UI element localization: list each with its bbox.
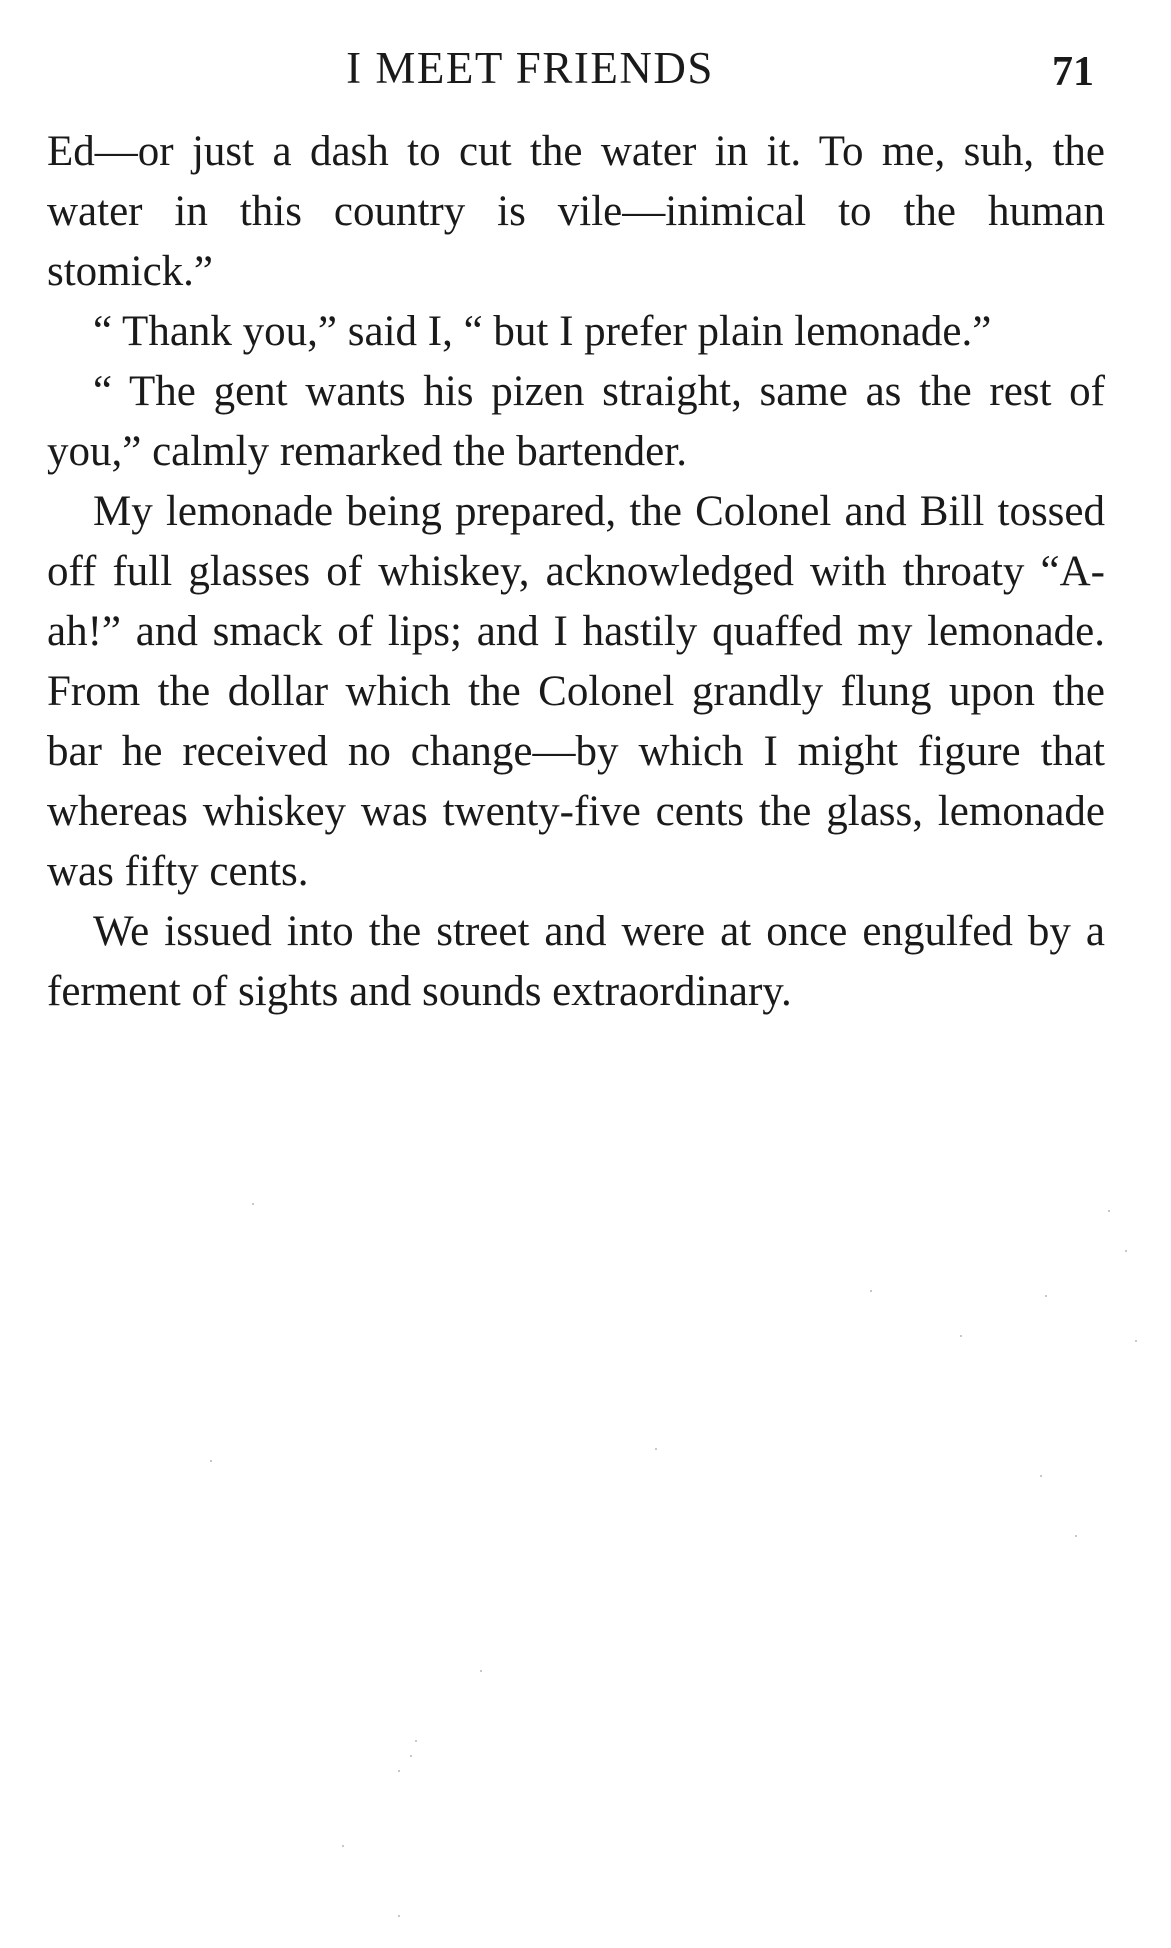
paragraph-street: We issued into the street and were at once engulfed by a ferment of sights and sounds extraordinary. [47,908,1105,1015]
scan-speck [410,1755,412,1757]
scan-speck [655,1448,657,1450]
paragraph-dialogue-thank-you: “ Thank you,” said I, “ but I prefer plain lemonade.” [93,308,992,355]
scan-speck [342,1845,344,1847]
scan-speck [480,1670,482,1672]
running-head [0,38,1171,98]
page-number: 71 [1052,49,1094,95]
chapter-title: I MEET FRIENDS [346,43,714,93]
scan-speck [1075,1535,1077,1537]
body-text [47,122,1105,1022]
scan-speck [870,1290,872,1292]
scan-speck [415,1740,417,1742]
scan-speck [398,1915,400,1917]
paragraph-lemonade: My lemonade being prepared, the Colonel and Bill tossed off full glasses of whiskey, acknowledged with throaty “A-ah!” and smack of lips; and I hastily quaffed my lemonade. From the dollar which the Colonel grandly flung upon the bar he received no change—by which I might figure that whereas whiskey was twenty-five cents the glass, lemonade was fifty cents. [47,488,1105,895]
scan-speck [252,1203,254,1205]
scan-speck [398,1770,400,1772]
scan-speck [1125,1250,1127,1252]
scan-speck [1135,1340,1137,1342]
scan-speck [210,1460,212,1462]
scan-speck [1108,1210,1110,1212]
scan-speck [1040,1475,1042,1477]
scan-speck [960,1335,962,1337]
scan-speck [1045,1295,1047,1297]
paragraph-continuation: Ed—or just a dash to cut the water in it. To me, suh, the water in this country is vile—inimical to the human stomick.” [47,128,1105,295]
paragraph-dialogue-bartender: “ The gent wants his pizen straight, same as the rest of you,” calmly remarked the bartender. [47,368,1105,475]
